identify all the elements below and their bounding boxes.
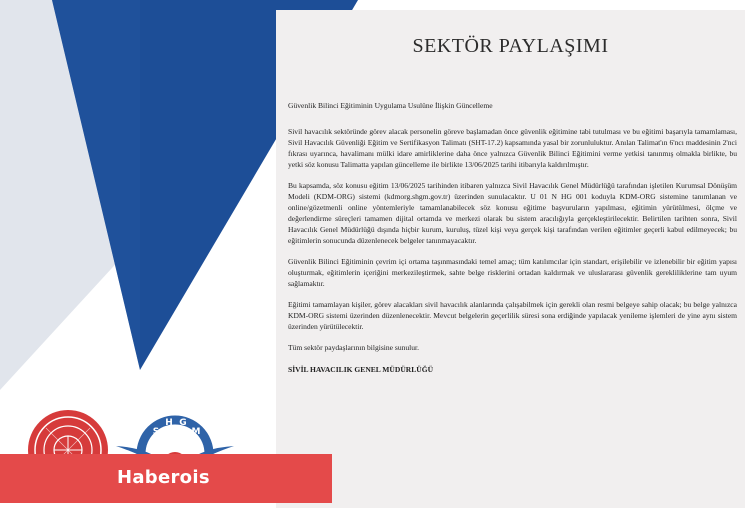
document-signature: SİVİL HAVACILIK GENEL MÜDÜRLÜĞÜ	[288, 364, 434, 374]
document-paragraph: Güvenlik Bilinci Eğitiminin çevrim içi ortama taşınmasındaki temel amaç; tüm katılımcılar için standart, erişilebilir ve izlenebilir bir eğitim yapısı oluşturmak, eğitimlerin içeriğini merkezileştirmek, sahte belge risklerini ortadan kaldırmak ve uluslararası güvenlik gerekliliklerine tam uyum sağlamaktır.	[288, 256, 737, 288]
shgm-letter: M	[191, 427, 201, 437]
document-title: SEKTÖR PAYLAŞIMI	[412, 35, 609, 57]
brand-name: Haberois	[117, 467, 210, 488]
document-body	[288, 101, 737, 386]
document-paragraph: Sivil havacılık sektöründe görev alacak personelin göreve başlamadan önce güvenlik eğitimine tabi tutulması ve bu eğitimi başarıyla tamamlaması, Sivil Havacılık Güvenliği Eğitim ve Sertifikasyon Talimatı (SHT-17.2) kapsamında yasal bir zorunluluktur. Anılan Talimat'ın 6'ncı maddesinin 2'nci fıkrası uyarınca, havalimanı mülki idare amirliklerine daha önce yalnızca Güvenlik Bilinci Eğitimini verme yetkisi tanınmış olmakla birlikte, bu yetki söz konusu Talimatta yapılan güncelleme ile birlikte 13/06/2025 tarihi itibarıyla kaldırılmıştır.	[288, 126, 737, 169]
shgm-letter: S	[152, 427, 160, 437]
document-subject: Güvenlik Bilinci Eğitiminin Uygulama Usulüne İlişkin Güncelleme	[288, 101, 493, 110]
brand-banner	[0, 454, 332, 503]
document-paragraph: Eğitimi tamamlayan kişiler, görev alacakları sivil havacılık alanlarında çalışabilmek için gerekli olan resmi belgeye sahip olacak; bu belge yalnızca KDM-ORG sistemi üzerinden düzenlenecektir. Mevcut belgelerin geçerlilik süresi sona erdiğinde yapılacak yenileme işlemleri de yine aynı sistem üzerinden yürütülecektir.	[288, 300, 737, 331]
shgm-letter: H	[165, 418, 173, 428]
announcement-document	[276, 10, 745, 508]
document-paragraph: Tüm sektör paydaşlarının bilgisine sunulur.	[288, 343, 420, 353]
shgm-letter: G	[179, 418, 187, 428]
document-paragraph: Bu kapsamda, söz konusu eğitim 13/06/2025 tarihinden itibaren yalnızca Sivil Havacılık Genel Müdürlüğü tarafından işletilen Kurumsal Dönüşüm Modeli (KDM-ORG) sistemi (kdmorg.shgm.gov.tr) üzerinden sunulacaktır. U 01 N HG 001 koduyla KDM-ORG sistemine tanımlanan ve online/gözetmenli online yöntemleriyle tamamlanabilecek söz konusu eğitime başvuruların yapılması, eğitimin yürütülmesi, ölçme ve değerlendirme süreçleri tamamen dijital ortamda ve merkezi olarak bu sistem aracılığıyla gerçekleştirilecektir. Belirtilen tarihten sonra, Sivil Havacılık Genel Müdürlüğü dışında hiçbir kurum, kuruluş, tüzel kişi veya gerçek kişi tarafından verilen eğitimler geçerli kabul edilmeyecek; bu eğitimlerin sonucunda düzenlenecek belgeler tanınmayacaktır.	[288, 181, 737, 245]
